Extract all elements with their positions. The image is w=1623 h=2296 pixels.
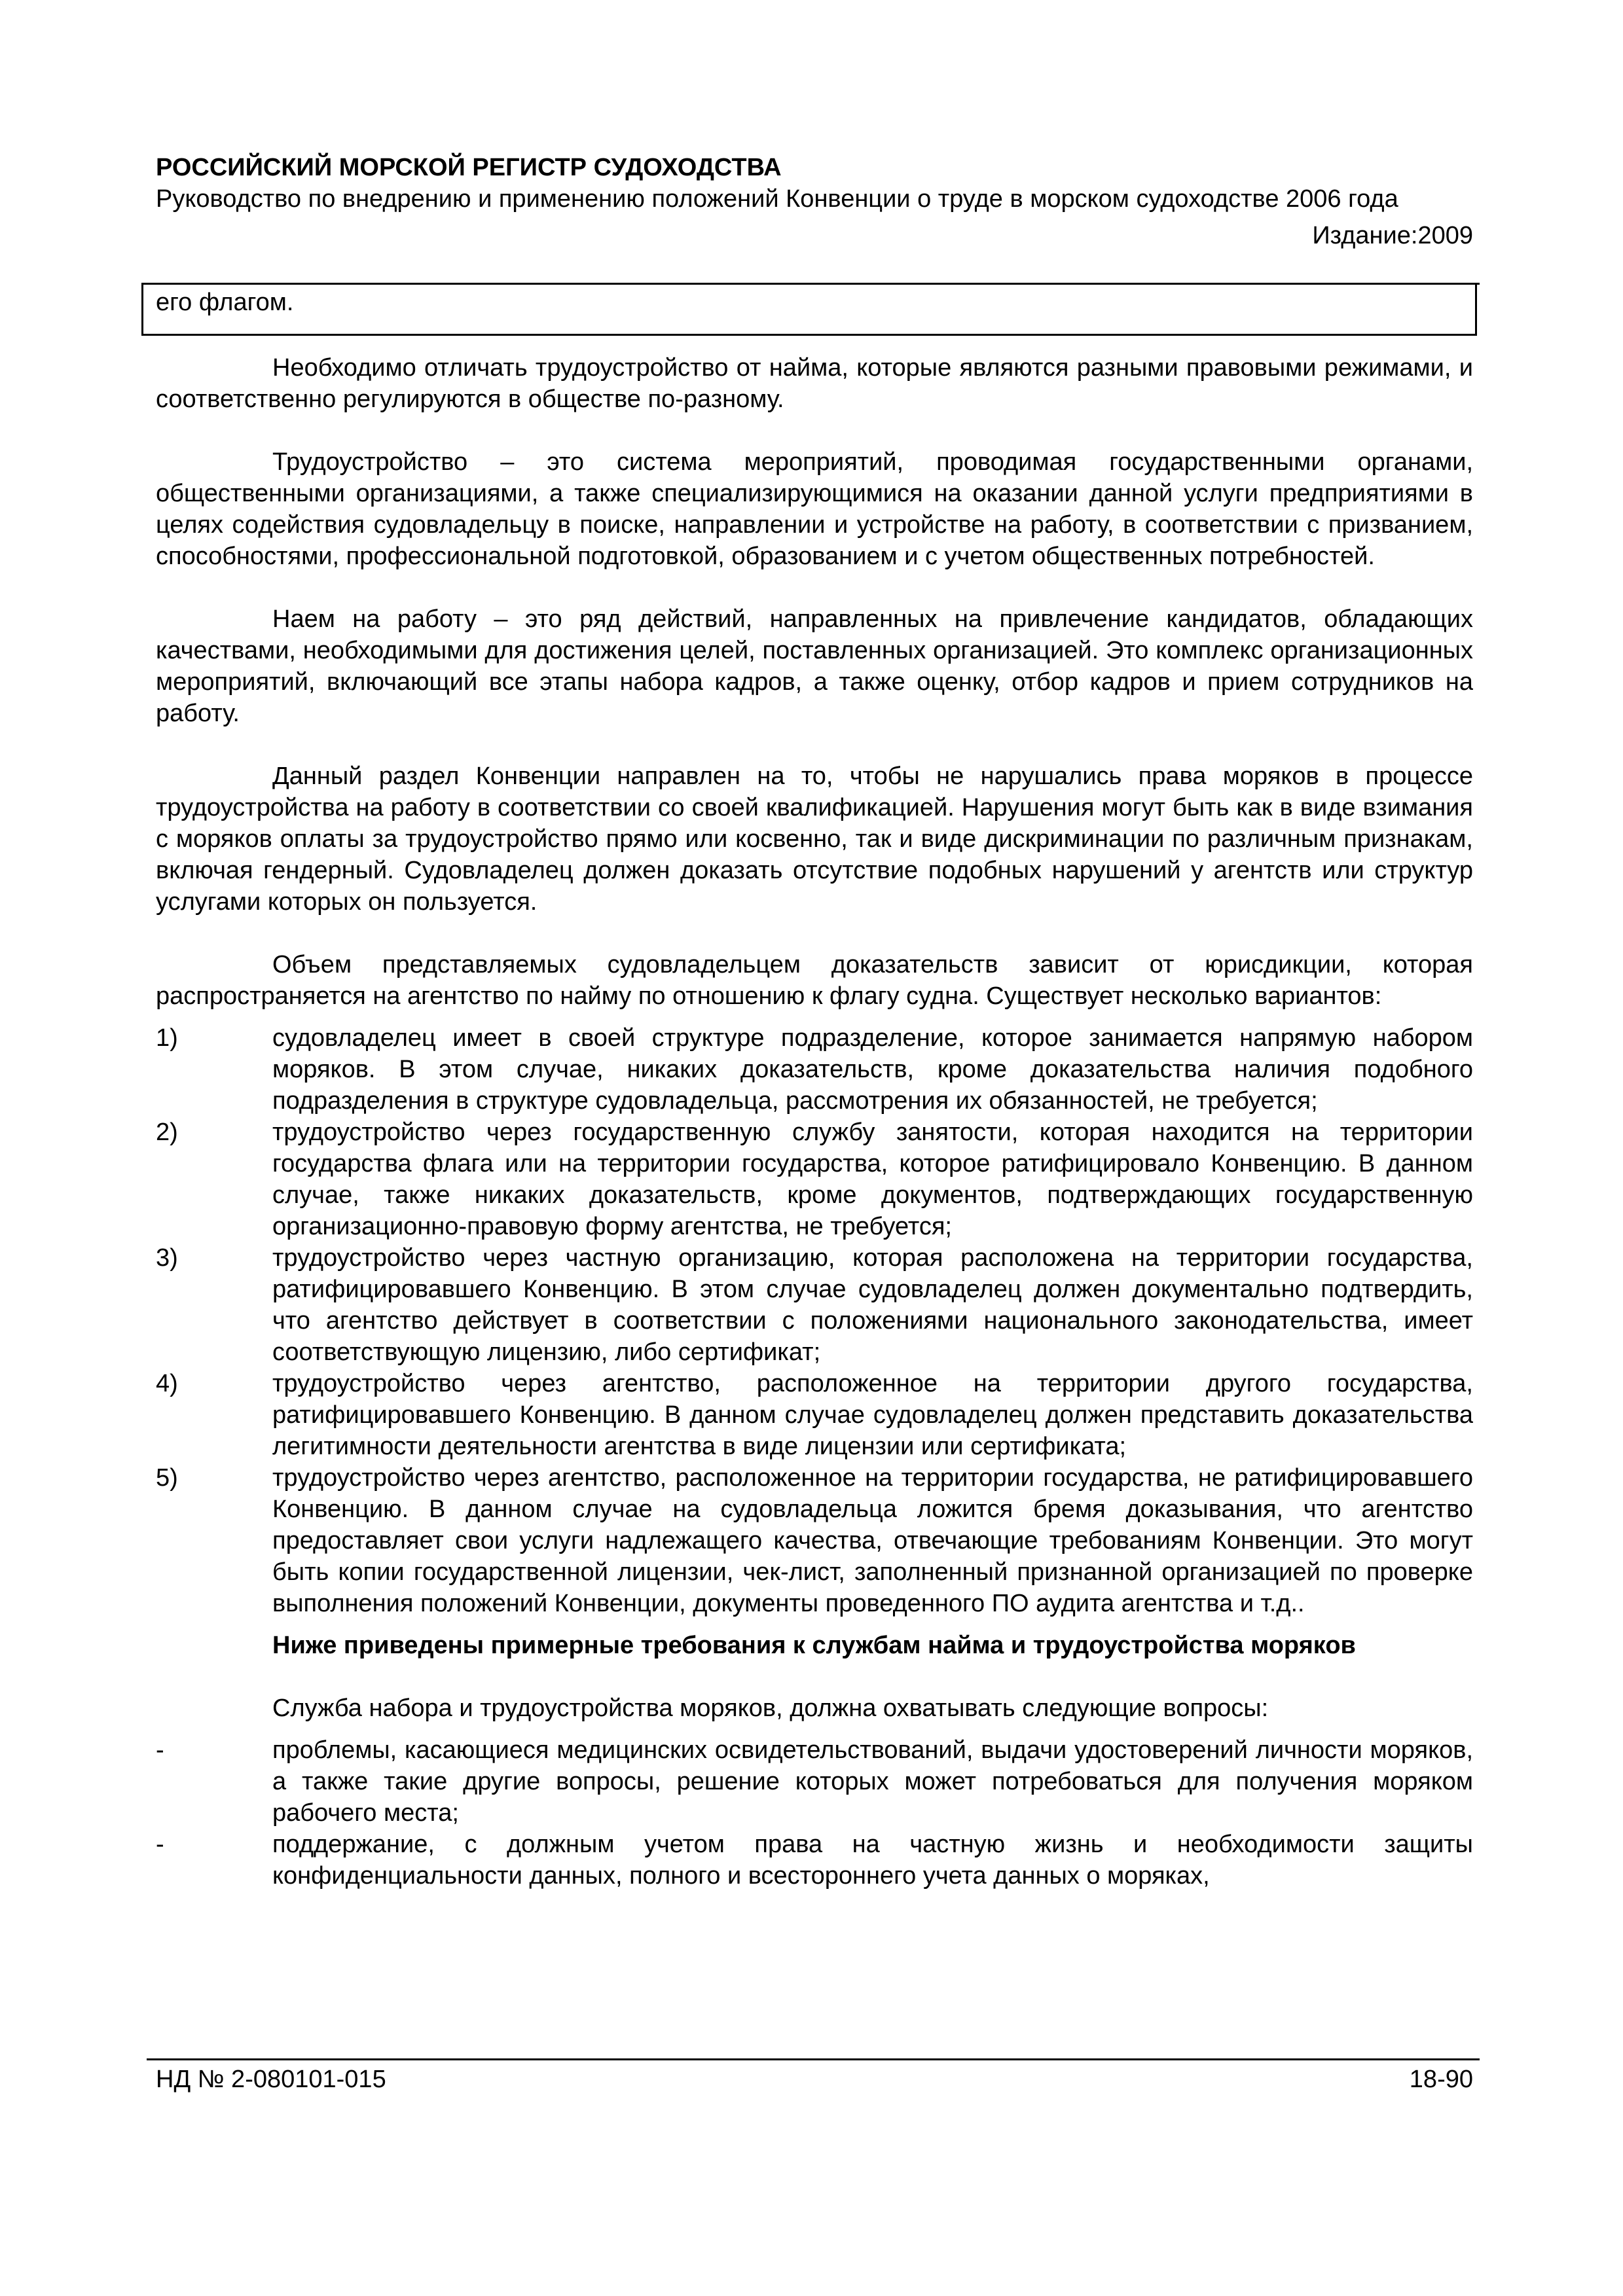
list-item-text: трудоустройство через агентство, расположенное на территории государства, не ратифицировавшего Конвенцию. В данном случае на судовладельца ложится бремя доказывания, что агентство предоставляет свои услуги надлежащего качества, отвечающие требованиям Конвенции. Это могут быть копии государственной лицензии, чек-лист, заполненный признанной организацией по проверке выполнения положений Конвенции, документы проведенного ПО аудита агентства и т.д.. — [272, 1464, 1473, 1617]
list-item — [156, 1242, 1473, 1368]
list-item — [156, 1368, 1473, 1462]
document-subtitle: Руководство по внедрению и применению положений Конвенции о труде в морском судоходстве 2006 года — [156, 185, 1398, 213]
paragraph: Трудоустройство – это система мероприятий, проводимая государственными органами, общественными организациями, а также специализирующимися на оказании данной услуги предприятиями в целях содействия судовладельцу в поиске, направлении и устройстве на работу, в соответствии с призванием, способностями, профессиональной подготовкой, образованием и с учетом общественных потребностей. — [156, 448, 1473, 570]
list-item-text: трудоустройство через агентство, расположенное на территории другого государства, ратифицировавшего Конвенцию. В данном случае судовладелец должен представить доказательства легитимности деятельности агентства в виде лицензии или сертификата; — [272, 1370, 1473, 1460]
document-body — [156, 352, 1473, 1892]
section-heading: Ниже приведены примерные требования к службам найма и трудоустройства моряков — [272, 1632, 1356, 1659]
page-header — [156, 152, 1473, 251]
list-item-bullet: - — [156, 1831, 164, 1858]
list-item-number: 1) — [156, 1024, 178, 1052]
list-item — [156, 1462, 1473, 1619]
list-item-number: 3) — [156, 1244, 178, 1272]
list-item-number: 2) — [156, 1119, 178, 1146]
organization-name: РОССИЙСКИЙ МОРСКОЙ РЕГИСТР СУДОХОДСТВА — [156, 154, 782, 181]
list-item-number: 5) — [156, 1464, 178, 1492]
list-item-text: поддержание, с должным учетом права на частную жизнь и необходимости защиты конфиденциальности данных, полного и всестороннего учета данных о моряках, — [272, 1831, 1473, 1890]
footer-divider — [147, 2058, 1480, 2060]
paragraph: Данный раздел Конвенции направлен на то, чтобы не нарушались права моряков в процессе трудоустройства на работу в соответствии со своей квалификацией. Нарушения могут быть как в виде взимания с моряков оплаты за трудоустройство прямо или косвенно, так и виде дискриминации по различным признакам, включая гендерный. Судовладелец должен доказать отсутствие подобных нарушений у агентств или структур услугами которых он пользуется. — [156, 762, 1473, 916]
list-item-text: проблемы, касающиеся медицинских освидетельствований, выдачи удостоверений личности моряков, а также такие другие вопросы, решение которых может потребоваться для получения моряком рабочего места; — [272, 1736, 1473, 1827]
list-item-text: трудоустройство через частную организацию, которая расположена на территории государства, ратифицировавшего Конвенцию. В этом случае судовладелец должен документально подтвердить, что агентство действует в соответствии с положениями национального законодательства, имеет соответствующую лицензию, либо сертификат; — [272, 1244, 1473, 1366]
list-item-text: трудоустройство через государственную службу занятости, которая находится на территории государства флага или на территории государства, которое ратифицировало Конвенцию. В данном случае, также никаких доказательств, кроме документов, подтверждающих государственную организационно-правовую форму агентства, не требуется; — [272, 1119, 1473, 1240]
paragraph: Необходимо отличать трудоустройство от найма, которые являются разными правовыми режимами, и соответственно регулируются в обществе по-разному. — [156, 354, 1473, 413]
list-item-bullet: - — [156, 1736, 164, 1764]
edition-label: Издание:2009 — [1312, 222, 1473, 249]
list-item — [156, 1734, 1473, 1829]
list-item — [156, 1117, 1473, 1242]
page-footer — [156, 2064, 1473, 2095]
paragraph: Объем представляемых судовладельцем доказательств зависит от юрисдикции, которая распространяется на агентство по найму по отношению к флагу судна. Существует несколько вариантов: — [156, 951, 1473, 1010]
page-number: 18-90 — [1409, 2066, 1473, 2093]
carryover-frame — [141, 283, 1477, 336]
options-list — [156, 1022, 1473, 1619]
service-list — [156, 1734, 1473, 1892]
list-item-text: судовладелец имеет в своей структуре подразделение, которое занимается напрямую набором моряков. В этом случае, никаких доказательств, кроме доказательства наличия подобного подразделения в структуре судовладельца, рассмотрения их обязанностей, не требуется; — [272, 1024, 1473, 1115]
document-number: НД № 2-080101-015 — [156, 2066, 386, 2093]
service-intro: Служба набора и трудоустройства моряков, должна охватывать следующие вопросы: — [272, 1695, 1269, 1722]
carryover-text: его флагом. — [156, 289, 294, 316]
list-item — [156, 1829, 1473, 1892]
list-item-number: 4) — [156, 1370, 178, 1397]
paragraph: Наем на работу – это ряд действий, направленных на привлечение кандидатов, обладающих качествами, необходимыми для достижения целей, поставленных организацией. Это комплекс организационных мероприятий, включающий все этапы набора кадров, а также оценку, отбор кадров и прием сотрудников на работу. — [156, 605, 1473, 727]
list-item — [156, 1022, 1473, 1117]
